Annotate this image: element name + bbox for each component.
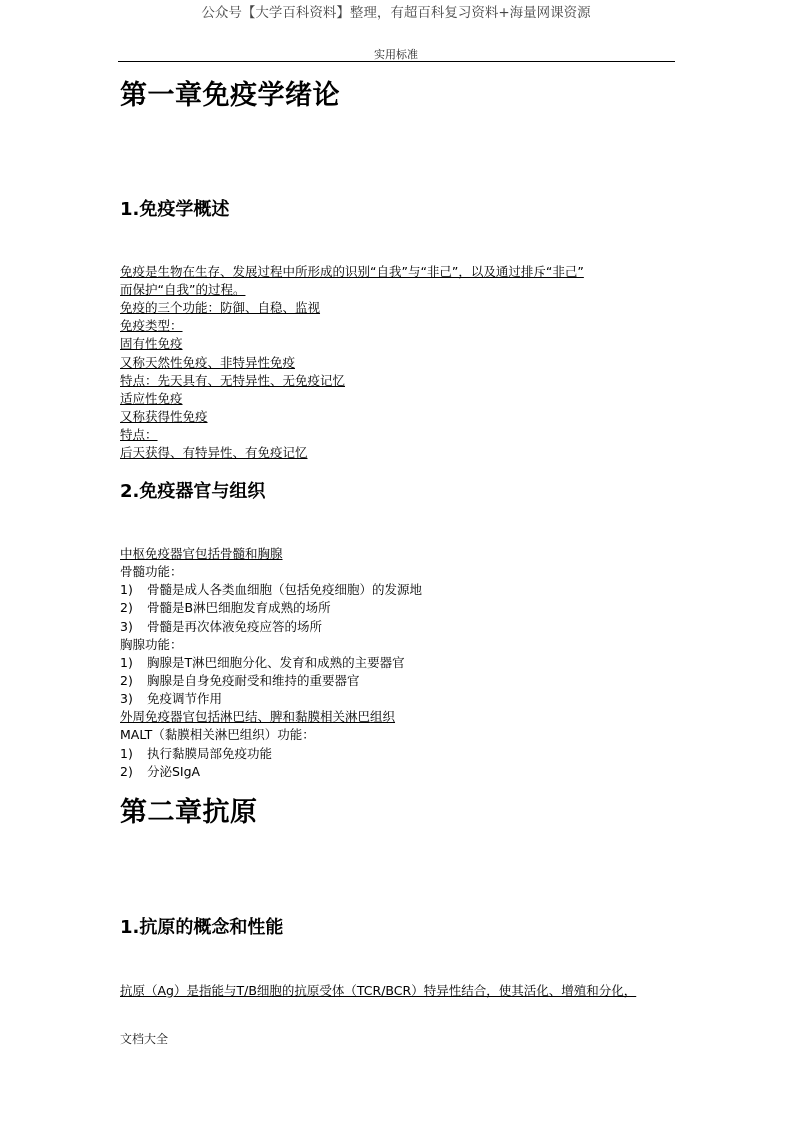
section-1-1-title: 1.免疫学概述: [120, 199, 230, 220]
paragraph-line: 免疫类型：: [120, 318, 183, 333]
malt-label: MALT（黏膜相关淋巴组织）功能：: [120, 727, 315, 742]
paragraph-line: 后天获得、有特异性、有免疫记忆: [120, 445, 308, 460]
list-item: 1) 胸腺是T淋巴细胞分化、发育和成熟的主要器官: [120, 655, 405, 670]
peripheral-organs-line: 外周免疫器官包括淋巴结、脾和黏膜相关淋巴组织: [120, 709, 396, 724]
paragraph-line: 又称获得性免疫: [120, 409, 208, 424]
list-item: 1) 骨髓是成人各类血细胞（包括免疫细胞）的发源地: [120, 582, 423, 597]
paragraph-line: 免疫的三个功能：防御、自稳、监视: [120, 300, 321, 315]
chapter-1-title: 第一章免疫学绪论: [120, 80, 340, 111]
thymus-label: 胸腺功能：: [120, 637, 183, 652]
section-2-1-title: 1.抗原的概念和性能: [120, 917, 284, 938]
paragraph-line: 适应性免疫: [120, 391, 183, 406]
header-divider: [118, 61, 675, 62]
central-organs-line: 中枢免疫器官包括骨髓和胸腺: [120, 546, 283, 561]
list-item: 3) 免疫调节作用: [120, 691, 223, 706]
list-item: 2) 胸腺是自身免疫耐受和维持的重要器官: [120, 673, 360, 688]
chapter-2-title: 第二章抗原: [120, 797, 258, 828]
section-1-2-title: 2.免疫器官与组织: [120, 481, 266, 502]
watermark-text: 公众号【大学百科资料】整理，有超百科复习资料+海量网课资源: [201, 5, 591, 21]
list-item: 2) 骨髓是B淋巴细胞发育成熟的场所: [120, 600, 331, 615]
page-footer: 文档大全: [120, 1032, 169, 1046]
paragraph-line: 特点：先天具有、无特异性、无免疫记忆: [120, 373, 346, 388]
page-header: 实用标准: [374, 48, 418, 61]
paragraph-line: 而保护“自我”的过程。: [120, 282, 246, 297]
list-item: 2) 分泌SIgA: [120, 764, 201, 779]
paragraph-line: 固有性免疫: [120, 336, 183, 351]
list-item: 3) 骨髓是再次体液免疫应答的场所: [120, 619, 323, 634]
bone-marrow-label: 骨髓功能：: [120, 564, 183, 579]
paragraph-line: 又称天然性免疫、非特异性免疫: [120, 355, 296, 370]
paragraph-line: 抗原（Ag）是指能与T/B细胞的抗原受体（TCR/BCR）特异性结合，使其活化、增殖和分化，: [120, 983, 637, 998]
list-item: 1) 执行黏膜局部免疫功能: [120, 746, 273, 761]
paragraph-line: 免疫是生物在生存、发展过程中所形成的识别“自我”与“非己”，以及通过排斥“非己”: [120, 264, 584, 279]
paragraph-line: 特点：: [120, 427, 158, 442]
